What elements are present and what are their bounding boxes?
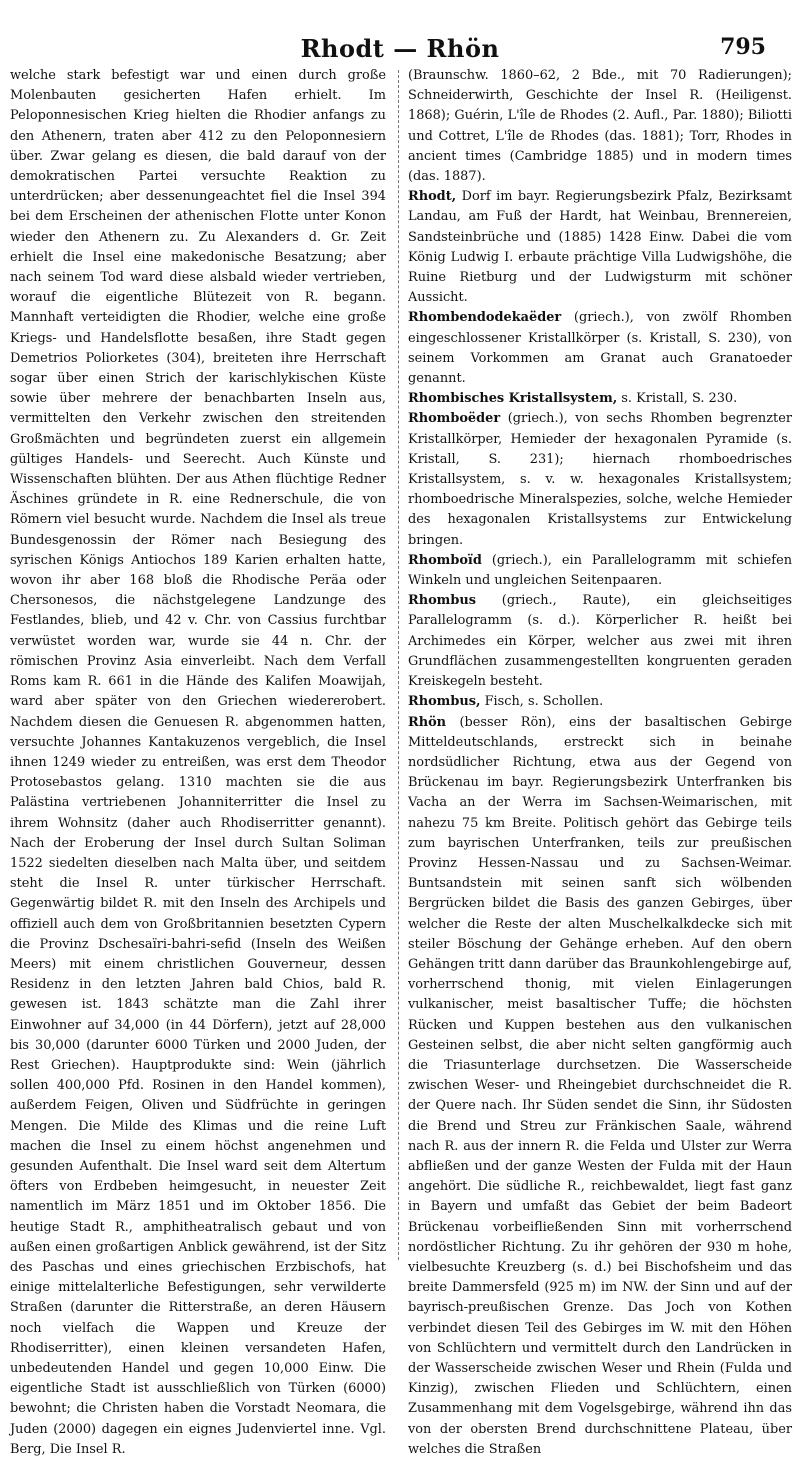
entry-text: (griech.), von zwölf Rhomben eingeschlossener Kristallkörper (s. Kristall, S. 230), von seinem Vorkommen am Granat auch Granatoeder genannt. [408,310,792,386]
entry-rhombus-fisch [408,692,792,712]
running-title: Rhodt — Rhön [0,34,800,63]
entry-keyword: Rhombisches Kristallsystem, [408,391,617,406]
entry-text: Dorf im bayr. Regierungsbezirk Pfalz, Bezirksamt Landau, am Fuß der Hardt, hat Weinbau, Brennereien, Sandsteinbrüche und (1885) 1428 Einw. Dabei die vom König Ludwig I. erbaute prächtige Villa Ludwigshöhe, die Ruine Rietburg und der Ludwigsturm mit schöner Aussicht. [408,189,792,305]
entry-keyword: Rhomboïd [408,553,482,568]
entry-text: (griech., Raute), ein gleichseitiges Parallelogramm (s. d.). Körperlicher R. heißt bei Archimedes ein Körper, welcher aus zwei mit ihren Grundflächen zusammengestellten kongruenten geraden Kreiskegeln besteht. [408,593,792,689]
entry-rhoen [408,713,792,1460]
entry-keyword: Rhombus [408,593,476,608]
entry-rhodt [408,187,792,308]
right-column [408,66,792,1266]
column-divider [398,70,399,1260]
entry-rhomboeder [408,409,792,550]
entry-text: (besser Rön), eins der basaltischen Gebirge Mitteldeutschlands, erstreckt sich in beinahe nordsüdlicher Richtung, etwa aus der Gegend von Brückenau im bayr. Regierungsbezirk Unterfranken bis Vacha an der Werra im Sachsen-Weimarischen, mit nahezu 75 km Breite. Politisch gehört das Gebirge teils zum bayrischen Unterfranken, teils zur preußischen Provinz Hessen-Nassau und zu Sachsen-Weimar. Buntsandstein mit seinen sanft sich wölbenden Bergrücken bildet die Basis des ganzen Gebirges, über welcher die Reste der alten Muschelkalkdecke sich mit steiler Böschung der Gehänge erheben. Auf den obern Gehängen tritt dann darüber das Braunkohlengebirge auf, vorherrschend thonig, mit vielen Einlagerungen vulkanischer, meist basaltischer Tuffe; die höchsten Rücken und Kuppen bestehen aus den vulkanischen Gesteinen selbst, die aber nicht selten gangförmig auch die Triasunterlage durchsetzen. Die Wasserscheide zwischen Weser- und Rheingebiet durchschneidet die R. der Quere nach. Ihr Süden sendet die Sinn, ihr Südosten die Brend und Streu zur Fränkischen Saale, während nach R. aus der innern R. die Felda und Ulster zur Werra abfließen und der ganze Westen der Fulda mit der Haun angehört. Die südliche R., reichbewaldet, liegt fast ganz in Bayern und umfaßt das Gebiet der beim Badeort Brückenau vorbeifließenden Sinn mit vorherrschend nordöstlicher Richtung. Zu ihr gehören der 930 m hohe, vielbesuchte Kreuzberg (s. d.) bei Bischofsheim und das breite Dammersfeld (925 m) im NW. der Sinn und auf der bayrisch-preußischen Grenze. Das Joch von Kothen verbindet diesen Teil des Gebirges im W. mit den Höhen von Schlüchtern und vermittelt durch den Landrücken in der Wasserscheide zwischen Weser und Rhein (Fulda und Kinzig), zwischen Flieden und Schlüchtern, einen Zusammenhang mit dem Vogelsgebirge, während ihn das von der obersten Brend durchschnittene Plateau, über welches die Straßen [408,715,792,1457]
entry-keyword: Rhodt, [408,189,456,204]
entry-keyword: Rhön [408,715,446,730]
entry-rhombendodekaeder [408,308,792,389]
entry-text: Fisch, s. Schollen. [480,694,603,709]
left-column [10,66,386,1266]
entry-keyword: Rhombus, [408,694,480,709]
entry-keyword: Rhombendodekaëder [408,310,561,325]
page-header [0,28,800,68]
entry-rhombus [408,591,792,692]
entry-text: (griech.), von sechs Rhomben begrenzter Kristallkörper, Hemieder der hexagonalen Pyramide (s. Kristall, S. 231); hiernach rhomboedrisches Kristallsystem, s. v. w. hexagonales Kristallsystem; rhomboedrische Mineralspezies, solche, welche Hemieder des hexagonalen Kristallsystems zur Entwickelung bringen. [408,411,792,547]
right-column-intro: (Braunschw. 1860–62, 2 Bde., mit 70 Radierungen); Schneiderwirth, Geschichte der Insel R. (Heiligenst. 1868); Guérin, L'île de Rhodes (2. Aufl., Par. 1880); Biliotti und Cottret, L'île de Rhodes (das. 1881); Torr, Rhodes in ancient times (Cambridge 1885) und in modern times (das. 1887). [408,66,792,187]
left-column-text: welche stark befestigt war und einen durch große Molenbauten gesicherten Hafen erhielt. Im Peloponnesischen Krieg hielten die Rhodier anfangs zu den Athenern, traten aber 412 zu den Peloponnesiern über. Zwar gelang es diesen, die bald darauf von der demokratischen Partei versuchte Reaktion zu unterdrücken; aber dessenungeachtet fiel die Insel 394 bei dem Erscheinen der athenischen Flotte unter Konon wieder den Athenern zu. Zu Alexanders d. Gr. Zeit erhielt die Insel eine makedonische Besatzung; aber nach seinem Tod ward diese alsbald wieder vertrieben, worauf die eigentliche Blütezeit von R. begann. Mannhaft verteidigten die Rhodier, welche eine große Kriegs- und Handelsflotte besaßen, ihre Stadt gegen Demetrios Poliorketes (304), breiteten ihre Herrschaft sogar über einen Strich der karischlykischen Küste sowie über mehrere der benachbarten Inseln aus, vermittelten den Verkehr zwischen den streitenden Großmächten und begründeten zuerst ein allgemein gültiges Handels- und Seerecht. Auch Künste und Wissenschaften blühten. Der aus Athen flüchtige Redner Äschines gründete in R. eine Rednerschule, die von Römern viel besucht wurde. Nachdem die Insel als treue Bundesgenossin der Römer nach Besiegung des syrischen Königs Antiochos 189 Karien erhalten hatte, wovon ihr aber 168 bloß die Rhodische Peräa oder Chersonesos, die nächstgelegene Landzunge des Festlandes, blieb, und 42 v. Chr. von Cassius furchtbar verwüstet worden war, wurde sie 44 n. Chr. der römischen Provinz Asia einverleibt. Nach dem Verfall Roms kam R. 661 in die Hände des Kalifen Moawijah, ward aber später von den Griechen wiedererobert. Nachdem diesen die Genuesen R. abgenommen hatten, versuchte Johannes Kantakuzenos vergeblich, die Insel ihnen 1249 wieder zu entreißen, was erst dem Theodor Protosebastos gelang. 1310 machten sie die aus Palästina vertriebenen Johanniterritter die Insel zu ihrem Wohnsitz (daher auch Rhodiserritter genannt). Nach der Eroberung der Insel durch Sultan Soliman 1522 siedelten dieselben nach Malta über, und seitdem steht die Insel R. unter türkischer Herrschaft. Gegenwärtig bildet R. mit den Inseln des Archipels und offiziell auch dem von Großbritannien besetzten Cypern die Provinz Dschesaïri-bahri-sefid (Inseln des Weißen Meers) mit einem christlichen Gouverneur, dessen Residenz in den letzten Jahren bald Chios, bald R. gewesen ist. 1843 schätzte man die Zahl ihrer Einwohner auf 34,000 (in 44 Dörfern), jetzt auf 28,000 bis 30,000 (darunter 6000 Türken und 2000 Juden, der Rest Griechen). Hauptprodukte sind: Wein (jährlich sollen 400,000 Pfd. Rosinen in den Handel kommen), außerdem Feigen, Oliven und Südfrüchte in geringen Mengen. Die Milde des Klimas und die reine Luft machen die Insel zu einem höchst angenehmen und gesunden Aufenthalt. Die Insel ward seit dem Altertum öfters von Erdbeben heimgesucht, in neuester Zeit namentlich im März 1851 und im Oktober 1856. Die heutige Stadt R., amphitheatralisch gebaut und von außen einen großartigen Anblick gewährend, ist der Sitz des Paschas und eines griechischen Erzbischofs, hat einige mittelalterliche Befestigungen, sehr verwilderte Straßen (darunter die Ritterstraße, an deren Häusern noch vielfach die Wappen und Kreuze der Rhodiserritter), einen kleinen versandeten Hafen, unbedeutenden Handel und gegen 10,000 Einw. Die eigentliche Stadt ist ausschließlich von Türken (6000) bewohnt; die Christen haben die Vorstadt Neomara, die Juden (2000) dagegen ein eignes Judenviertel inne. Vgl. Berg, Die Insel R. [10,66,386,1460]
entry-text: (griech.), ein Parallelogramm mit schiefen Winkeln und ungleichen Seitenpaaren. [408,553,792,588]
entry-keyword: Rhomboëder [408,411,500,426]
page-number: 795 [720,34,766,60]
entry-rhomboid [408,551,792,591]
entry-text: s. Kristall, S. 230. [617,391,737,406]
entry-rhombisches-kristallsystem [408,389,792,409]
